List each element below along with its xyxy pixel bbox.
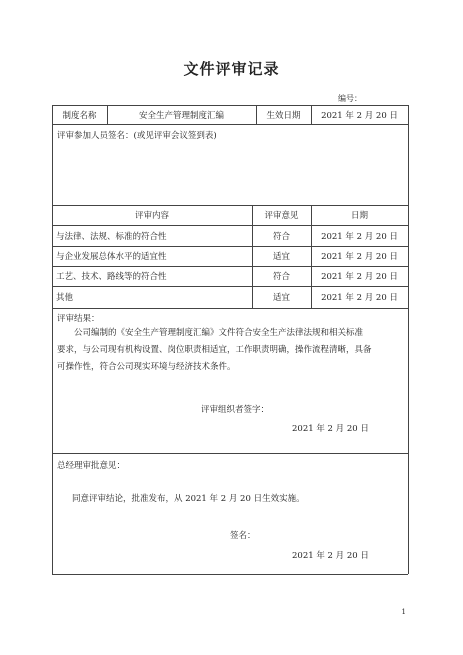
review-opinion: 符合 <box>272 231 290 242</box>
conclusion-line: 要求，与公司现有机构设置、岗位职责相适宜，工作职责明确，操作流程清晰，具备 <box>57 345 372 355</box>
conclusion-date: 2021 年 2 月 20 日 <box>292 424 369 434</box>
review-content: 其他 <box>56 293 74 303</box>
approval-label: 总经理审批意见： <box>57 461 126 471</box>
approval-text: 同意评审结论，批准发布，从 2021 年 2 月 20 日生效实施。 <box>72 494 305 504</box>
table-rule <box>52 308 408 309</box>
table-border-right <box>408 105 409 574</box>
serial-number-label: 编号： <box>338 94 362 103</box>
review-opinion: 符合 <box>272 272 290 282</box>
review-date: 2021 年 2 月 20 日 <box>321 293 398 303</box>
review-opinion: 适宜 <box>272 293 290 303</box>
participants-label: 评审参加人员签名：(或见评审会议签到表) <box>57 131 217 141</box>
review-date: 2021 年 2 月 20 日 <box>321 231 398 242</box>
review-content: 与企业发展总体水平的适宜性 <box>56 252 167 262</box>
table-border-bottom <box>52 574 408 575</box>
review-date: 2021 年 2 月 20 日 <box>321 272 398 282</box>
conclusion-label: 评审结果： <box>57 314 100 324</box>
page-number: 1 <box>401 608 406 616</box>
review-date: 2021 年 2 月 20 日 <box>321 252 398 262</box>
review-content: 工艺、技术、路线等的符合性 <box>56 272 167 282</box>
approval-date: 2021 年 2 月 20 日 <box>292 551 369 561</box>
document-title: 文件评审记录 <box>183 60 280 78</box>
review-opinion: 适宜 <box>272 252 290 262</box>
effective-date-label: 生效日期 <box>266 110 301 121</box>
conclusion-text <box>57 325 405 376</box>
organizer-signature-label: 评审组织者签字： <box>201 405 270 415</box>
table-rule <box>52 124 408 125</box>
table-border-left <box>52 105 53 574</box>
effective-date-value: 2021 年 2 月 20 日 <box>321 110 398 121</box>
review-header-content: 评审内容 <box>134 211 169 221</box>
review-header-date: 日期 <box>350 211 368 221</box>
system-name-value: 安全生产管理制度汇编 <box>138 110 224 121</box>
review-content: 与法律、法规、标准的符合性 <box>56 231 167 242</box>
conclusion-line: 可操作性，符合公司现实环境与经济技术条件。 <box>57 362 236 372</box>
approval-sign-label: 签名： <box>230 531 256 541</box>
review-header-opinion: 评审意见 <box>264 211 299 221</box>
table-rule <box>52 453 408 454</box>
conclusion-line: 公司编制的《安全生产管理制度汇编》文件符合安全生产法律法规和相关标准 <box>74 328 364 338</box>
system-name-label: 制度名称 <box>62 110 97 121</box>
